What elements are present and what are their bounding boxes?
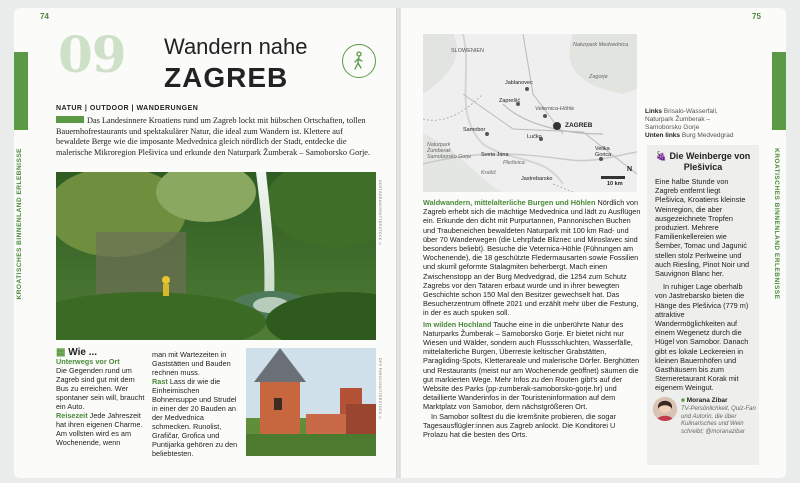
map-label-medvednica: Naturpark Medvednica [573,42,629,48]
author-name: ■ Morana Zibar [681,397,728,404]
map-label-zagreb: ZAGREB [565,122,593,129]
grapes-icon: 🍇 [655,151,667,161]
info-col2 [152,350,240,458]
chapter-tab-right [772,52,786,130]
sidebar-title: 🍇 Die Weinberge von Plešivica [655,151,751,172]
side-label-right: KROATISCHES BINNENLAND ERLEBNISSE [773,148,780,300]
section2-head: Im wilden Hochland [423,319,492,329]
map-label-zumberak: Naturpark Žumberak Samoborsko Gorje [427,142,472,160]
col1-head2: Reisezeit [56,411,88,420]
map-label-jastrebarsko: Jastrebarsko [521,176,553,182]
page-number-left: 74 [40,12,49,21]
photo-credit: DOSTAGRAM/SHUTTERSTOCK © [378,180,382,247]
side-label-left: KROATISCHES BINNENLAND ERLEBNISSE [16,148,23,300]
map-label-zagorje: Zagorje [589,74,608,80]
col2-text: man mit Wartezeiten in Gaststätten und Bauden rechnen muss. [152,350,231,377]
map-label-velika-gorica: Velika Gorica [595,146,612,158]
map-caption [645,108,735,140]
section1-head: Waldwandern, mittelalterliche Burgen und Höhlen [423,198,596,207]
chapter-tab-left [14,52,28,130]
info-col1 [56,348,148,447]
col1-text: Die Gegenden rund um Zagreb sind gut mit dem Bus zu erreichen. Wer spontaner sein will, braucht ein Auto. [56,366,145,411]
waterfall-photo [56,172,376,340]
map-label-zapresic: Zaprešić [499,98,521,104]
author-bio: TV-Persönlichkeit, Quiz-Fan und Autorin, die über Kulinarisches und Wein schreibt; @moranazibar [681,406,756,435]
col1-text2: Jede Jahreszeit hat ihren eigenen Charme. Am vollsten wird es am Wochenende, wenn [56,411,143,447]
map-label-sveta-jana: Sveta Jana [481,152,509,158]
section1-text: Nördlich von Zagreb erhebt sich die mächtige Medvednica und lädt zu Ausflügen ein. Erkunde den dicht mit Purpurtannen, Pannonischen Buchen und Traubeneichen bewaldeten Naturpark mit 100 km Rad- und über 70 Wanderwegen (die Lehrpfade Bliznec und Miroslavec sind besonders beliebt). Besuche die Veternica-Höhle (Führungen am Wochenende), die 18 geschützte Fledermausarten sowie Fossilien und skurril geformte Stalagmiten beherbergt. Mach einen Zwischenstopp an der Burg Medvedgrad, die 1254 zum Schutz Zagrebs vor den Tataren erbaut wurde und in ihrer bewegten Geschichte schon 150 Mal den Besitzer gewechselt hat. Das Besucherzentrum öffnete 2021 und erzählt mehr über die Festung, in der es auch spuken soll. [423,198,641,318]
north-arrow-icon: N [627,166,633,173]
caption-a-text: Brisalo-Wasserfall, Naturpark Žumberak – Samoborsko Gorje [645,108,718,131]
col2-text2: Lass dir wie die Einheimischen Bohnensuppe und Strudel in einer der 20 Bauden an der Medvednica schmecken. Runolist, Grafičar, Grofica und Puntijarka gehören zu den beliebtesten. [152,377,238,458]
photo2-credit: DPS PARIS/SHUTTERSTOCK © [378,358,382,421]
caption-b-label: Unten links [645,132,681,139]
map-label-slovenia: SLOWENIEN [451,48,485,54]
map-label-jablanovec: Jablanovec [505,80,533,86]
map-label-lucko: Lučko [527,134,542,140]
caption-a-label: Links [645,108,662,115]
title-line2: ZAGREB [164,62,289,93]
info-icon: ▦ [56,347,66,358]
page-number-right: 75 [752,12,761,21]
map-label-plesivica: Plešivica [503,160,525,166]
right-page [401,8,786,478]
intro-paragraph: Das Landesinnere Kroatiens rund um Zagreb lockt mit hübschen Ortschaften, tollen Bauernhofrestaurants und spektakulärer Natur, die ideal zum Wandern ist. Klettere auf bewaldete Berge wie die imposante Medvednica gleich nördlich der Stadt, entdecke die malerische Mikroregion Plešivica und erkunde den Naturpark Žumberak – Samoborsko Gorje. [56,116,371,157]
avatar [653,397,677,421]
map-label-krasic: Krašić [481,170,497,176]
col2-head: Rast [152,377,168,386]
sidebar-p2: In ruhiger Lage oberhalb von Jastrebarsko bieten die Hänge des Plešivica (779 m) attraktive Wandermöglichkeiten auf einem Wegenetz durch die Hügel von Samobor. Danach gibt es lokale Leckereien in kleinen Bauernhöfen und Gasthäusern bis zum Sterneretaurant Korak mit eigenem Weingut. [655,282,749,393]
caption-b-text: Burg Medvedgrad [681,132,734,139]
region-map [423,34,637,192]
col1-head: Unterwegs vor Ort [56,357,120,366]
map-label-samobor: Samobor [463,127,486,133]
left-page [14,8,399,478]
main-text [423,198,641,439]
how-title: ▦ Wie ... [56,347,98,358]
hiker-icon [342,44,376,78]
wine-sidebar [647,145,759,465]
title-line1: Wandern nahe [164,34,308,59]
map-label-veternica: Veternica-Höhle [535,106,575,112]
sidebar-p1: Eine halbe Stunde von Zagreb entfernt liegt Plešivica, Kroatiens kleinste Weinregion, die aber ausgezeichnete Tropfen produziert. Mehrere Familienkellereien wie Šember, Tomac und Jagunić stellen stolz Perlweine und auch Riesling, Pinot Noir und Sauvignon Blanc her. [655,177,750,279]
chapter-number: 09 [58,25,126,84]
category-tags: NATUR | OUTDOOR | WANDERUNGEN [56,105,199,112]
map-scale-label: 10 km [607,181,623,187]
section2-text: Tauche eine in die unberührte Natur des Naturparks Žumberak – Samoborsko Gorje. Er bietet nicht nur Wiesen und Wälder, sondern auch Flussschluchten, Wasserfälle, mittelalterliche Burgen, Überreste keltischer Grabstätten, Paragliding-Spots, Kletterareale und malerische Dörfer. Berghütten und Restaurants (meist nur am Wochenende geöffnet) säumen die gut markierten Wege. Mehr Infos zu den Routen gibt's auf der Website des Parks (pp-zumberak-samoborsko-gorje.hr) und detaillierte Wanderinfos in der Touristeninformation auf dem Marktplatz von Samobor, dem nächstgrößeren Ort. [423,319,640,412]
section3-text: In Samobor solltest du die kremšnite probieren, die sogar Tagesausflügler:innen aus Zagreb anlockt. Die Konditorei U Prolazu hat die besten des Orts. [423,411,616,440]
castle-photo [246,348,376,456]
